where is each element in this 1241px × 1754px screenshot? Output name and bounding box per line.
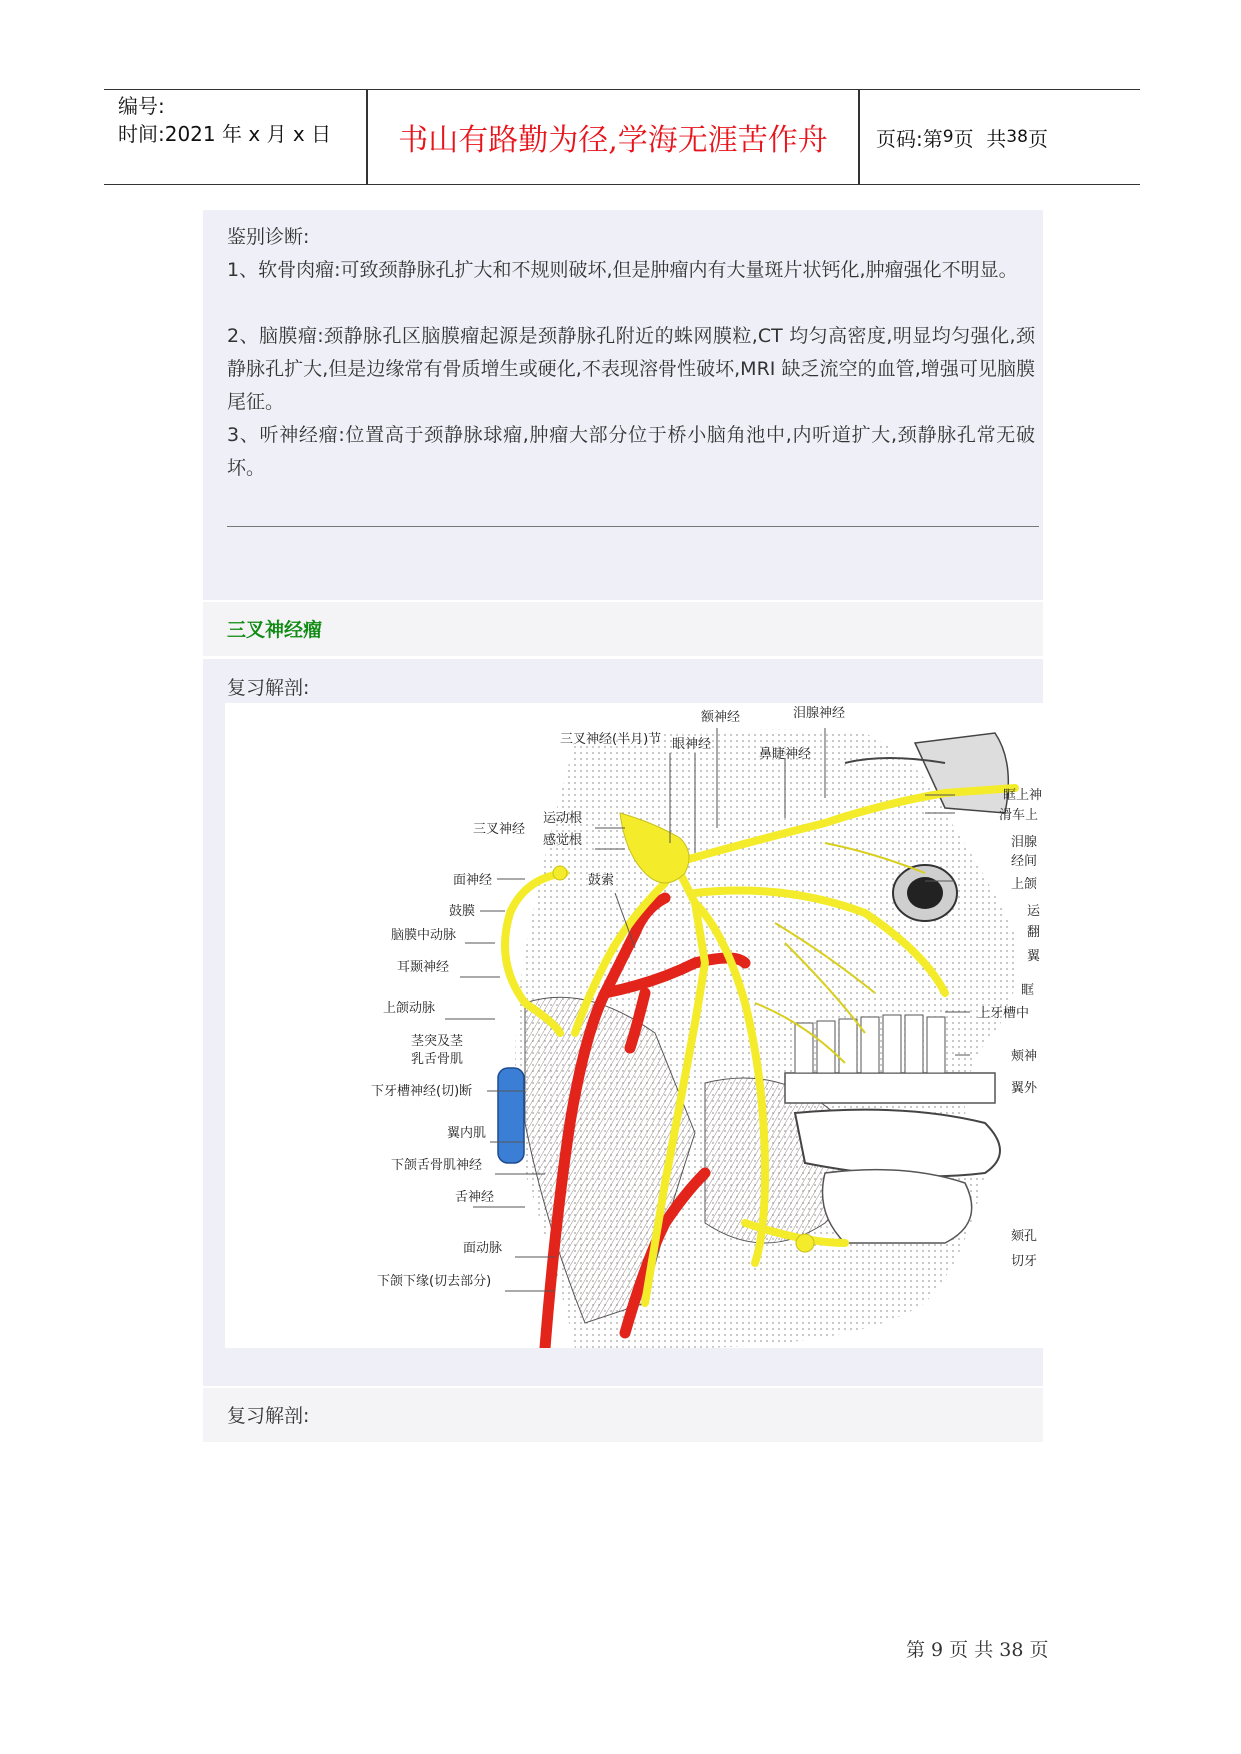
label-inferior-alveolar-nerve: 下牙槽神经(切)断 [371,1084,473,1099]
header-divider [858,90,860,184]
label-mental-foramen: 颏孔 [1011,1229,1038,1244]
label-maxillary: 上颌 [1011,877,1038,892]
label-lacrimal-nerve: 泪腺神经 [793,706,846,721]
label-right-6: 翻 [1027,925,1041,940]
label-buccal-nerve: 颊神 [1011,1049,1038,1064]
anatomy-panel [203,659,1043,1386]
label-ophthalmic-nerve: 眼神经 [672,737,712,752]
label-incisive: 切牙 [1011,1254,1038,1269]
label-trigeminal-nerve: 三叉神经 [473,822,526,837]
label-right-5: 运 [1027,904,1041,919]
separator-line [227,526,1039,527]
label-middle-meningeal-artery: 脑膜中动脉 [391,928,457,943]
serial-label: 编号: [118,94,165,118]
header-meta [118,92,331,148]
page-current: 9 [942,127,954,147]
page-footer: 第 9 页 共 38 页 [906,1639,1049,1661]
review-panel [203,1388,1043,1442]
time-label: 时间:2021 年 x 月 x 日 [118,122,332,146]
page-total: 38 [1006,127,1028,147]
differential-diagnosis-panel [203,210,1043,600]
review-label: 复习解剖: [227,1405,310,1427]
label-auriculotemporal-nerve: 耳颞神经 [397,960,450,975]
header-page-number [876,90,1048,184]
page-header [104,89,1140,185]
page-suffix: 页 [1027,126,1048,151]
label-maxillary-artery: 上颌动脉 [383,1001,436,1016]
page-prefix: 页码:第 [876,126,943,151]
label-styloid: 茎突及茎 [411,1034,464,1049]
review-label: 复习解剖: [227,677,310,699]
label-mylohyoid-nerve: 下颌舌骨肌神经 [391,1158,483,1173]
label-lateral-pterygoid: 翼外 [1011,1081,1038,1096]
label-lacrimal: 泪腺 [1011,835,1038,850]
label-mandible-lower-border: 下颌下缘(切去部分) [377,1274,492,1289]
section-title: 三叉神经瘤 [227,619,323,641]
label-lacrimal-cont: 经间 [1011,854,1038,869]
anatomy-illustration [225,703,1043,1348]
differential-item: 1、软骨肉瘤:可致颈静脉孔扩大和不规则破坏,但是肿瘤内有大量斑片状钙化,肿瘤强化不明显。 [227,259,1018,281]
label-infraorbital: 眶 [1021,983,1035,998]
label-supratrochlear: 滑车上 [999,808,1039,823]
label-trigeminal-ganglion: 三叉神经(半月)节 [560,732,662,747]
trigeminal-anatomy-figure [225,703,1043,1348]
differential-item: 2、脑膜瘤:颈静脉孔区脑膜瘤起源是颈静脉孔附近的蛛网膜粒,CT 均匀高密度,明显均匀强化,颈静脉孔扩大,但是边缘常有骨质增生或硬化,不表现溶骨性破坏,MRI 缺乏流空的血管,增强可见脑膜尾征。 [227,325,1035,413]
header-motto: 书山有路勤为径,学海无涯苦作舟 [398,123,828,158]
section-title-bar [203,602,1043,656]
label-middle-superior-alveolar: 上牙槽中 [977,1006,1030,1021]
label-tympanic-membrane: 鼓膜 [449,904,476,919]
label-stylohyoid: 乳舌骨肌 [411,1052,464,1067]
label-frontal-nerve: 额神经 [701,710,741,725]
label-lingual-nerve: 舌神经 [455,1190,495,1205]
label-supraorbital: 眶上神 [1003,788,1043,803]
label-sensory-root: 感觉根 [543,833,583,848]
label-facial-artery: 面动脉 [463,1241,503,1256]
differential-heading: 鉴别诊断: [227,226,310,248]
label-chorda-tympani: 鼓索 [588,873,615,888]
page-mid: 页 共 [953,126,1007,151]
label-right-7: 翼 [1027,949,1041,964]
label-medial-pterygoid: 翼内肌 [447,1126,487,1141]
label-facial-nerve: 面神经 [453,873,493,888]
differential-item: 3、听神经瘤:位置高于颈静脉球瘤,肿瘤大部分位于桥小脑角池中,内听道扩大,颈静脉孔常无破坏。 [227,424,1035,479]
label-motor-root: 运动根 [543,811,583,826]
label-nasociliary-nerve: 鼻睫神经 [759,747,812,762]
